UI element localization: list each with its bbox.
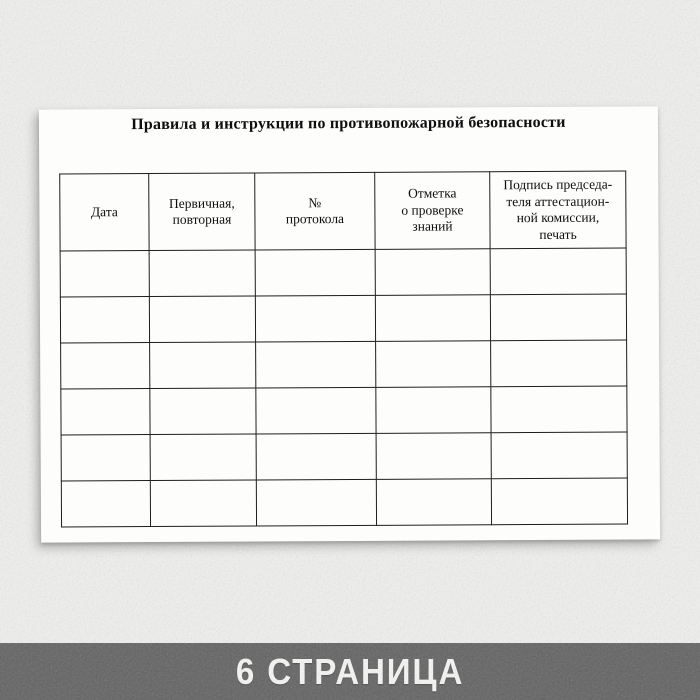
column-header-3: № протокола [255,172,375,250]
table-cell [491,386,627,433]
table-header-row [60,171,626,251]
table-cell [375,249,490,296]
table-cell [376,433,491,480]
page-number-label: 6 СТРАНИЦА [235,650,465,692]
table-cell [256,341,376,388]
table-cell [60,297,149,343]
table-row [61,386,627,435]
table-row [60,248,626,297]
table-cell [491,340,627,387]
table-row [61,478,627,527]
table-cell [376,341,491,388]
table-cell [149,296,255,343]
table-cell [60,251,149,297]
table-cell [491,478,627,525]
document-page [39,106,660,542]
table-cell [150,388,256,435]
table-cell [255,249,375,296]
table-cell [150,480,256,527]
table-cell [256,433,376,480]
table-cell [256,479,376,526]
table-cell [376,479,491,526]
column-header-1: Дата [60,174,149,251]
table-cell [375,295,490,342]
table-row [61,432,627,481]
table-cell [256,387,376,434]
page-number-banner [0,643,700,700]
table-cell [61,435,150,481]
table-cell [376,387,491,434]
table-cell [61,343,150,389]
table-cell [490,294,626,341]
table-row [61,340,627,389]
column-header-5: Подпись председа- теля аттестацион- ной комиссии, печать [490,171,626,249]
table-cell [491,432,627,479]
column-header-4: Отметка о проверке знаний [375,172,490,250]
table-body [60,248,627,527]
table-cell [255,295,375,342]
table-row [60,294,626,343]
table-cell [149,250,255,297]
column-header-2: Первичная, повторная [149,173,255,251]
table-cell [61,481,150,527]
table-cell [150,342,256,389]
table-cell [150,434,256,481]
fire-safety-briefing-table [59,171,628,528]
page-title: Правила и инструкции по противопожарной безопасности [131,113,566,134]
table-cell [61,389,150,435]
table-cell [490,248,626,295]
